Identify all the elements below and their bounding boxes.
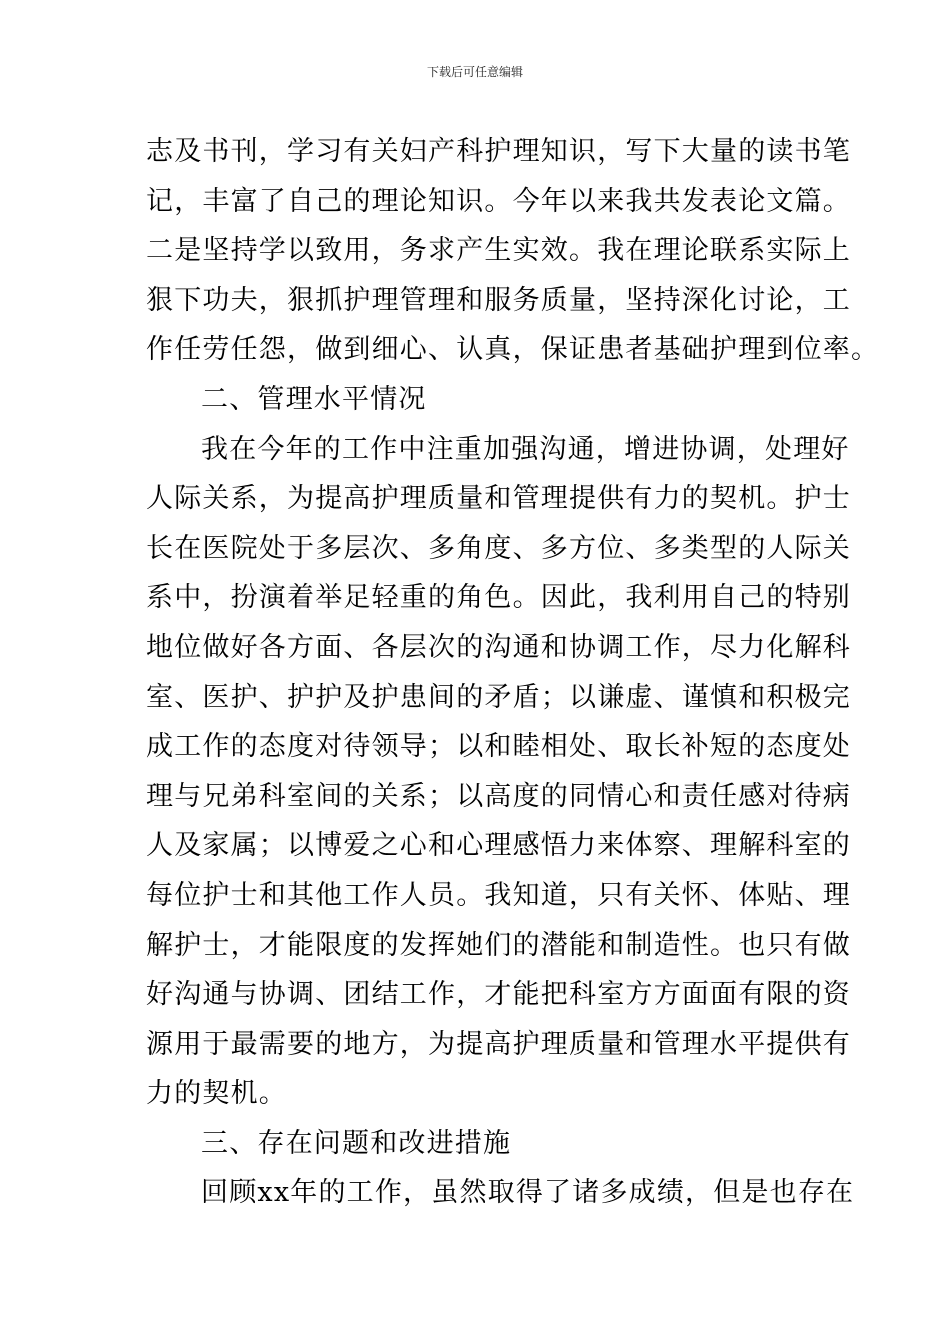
text-line: 源用于最需要的地方，为提高护理质量和管理水平提供有 [146, 1028, 851, 1060]
text-line: 狠下功夫，狠抓护理管理和服务质量，坚持深化讨论，工 [146, 284, 851, 316]
text-line: 力的契机。 [146, 1078, 287, 1110]
text-line: 好沟通与协调、团结工作，才能把科室方方面面有限的资 [146, 979, 851, 1011]
section-heading: 三、存在问题和改进措施 [201, 1127, 512, 1159]
text-line: 记，丰富了自己的理论知识。今年以来我共发表论文篇。 [146, 185, 851, 217]
paragraph-start: 回顾xx年的工作，虽然取得了诸多成绩，但是也存在 [201, 1177, 855, 1209]
header-note: 下载后可任意编辑 [426, 65, 523, 79]
paragraph-start: 我在今年的工作中注重加强沟通，增进协调，处理好 [201, 433, 850, 465]
text-line: 理与兄弟科室间的关系；以高度的同情心和责任感对待病 [146, 780, 851, 812]
text-line: 室、医护、护护及护患间的矛盾；以谦虚、谨慎和积极完 [146, 681, 851, 713]
text-line: 地位做好各方面、各层次的沟通和协调工作，尽力化解科 [146, 631, 851, 663]
section-heading: 二、管理水平情况 [201, 383, 427, 415]
text-line: 人际关系，为提高护理质量和管理提供有力的契机。护士 [146, 483, 851, 515]
text-line: 二是坚持学以致用，务求产生实效。我在理论联系实际上 [146, 235, 851, 267]
text-line: 作任劳任怨，做到细心、认真，保证患者基础护理到位率。 [146, 334, 880, 366]
text-line: 系中，扮演着举足轻重的角色。因此，我利用自己的特别 [146, 582, 851, 614]
text-line: 志及书刊，学习有关妇产科护理知识，写下大量的读书笔 [146, 136, 851, 167]
body-text [146, 127, 880, 1218]
text-line: 长在医院处于多层次、多角度、多方位、多类型的人际关 [146, 532, 851, 564]
text-line: 解护士，才能限度的发挥她们的潜能和制造性。也只有做 [146, 929, 851, 961]
text-line: 人及家属；以博爱之心和心理感悟力来体察、理解科室的 [146, 830, 851, 862]
text-line: 每位护士和其他工作人员。我知道，只有关怀、体贴、理 [146, 879, 851, 911]
text-line: 成工作的态度对待领导；以和睦相处、取长补短的态度处 [146, 731, 851, 763]
